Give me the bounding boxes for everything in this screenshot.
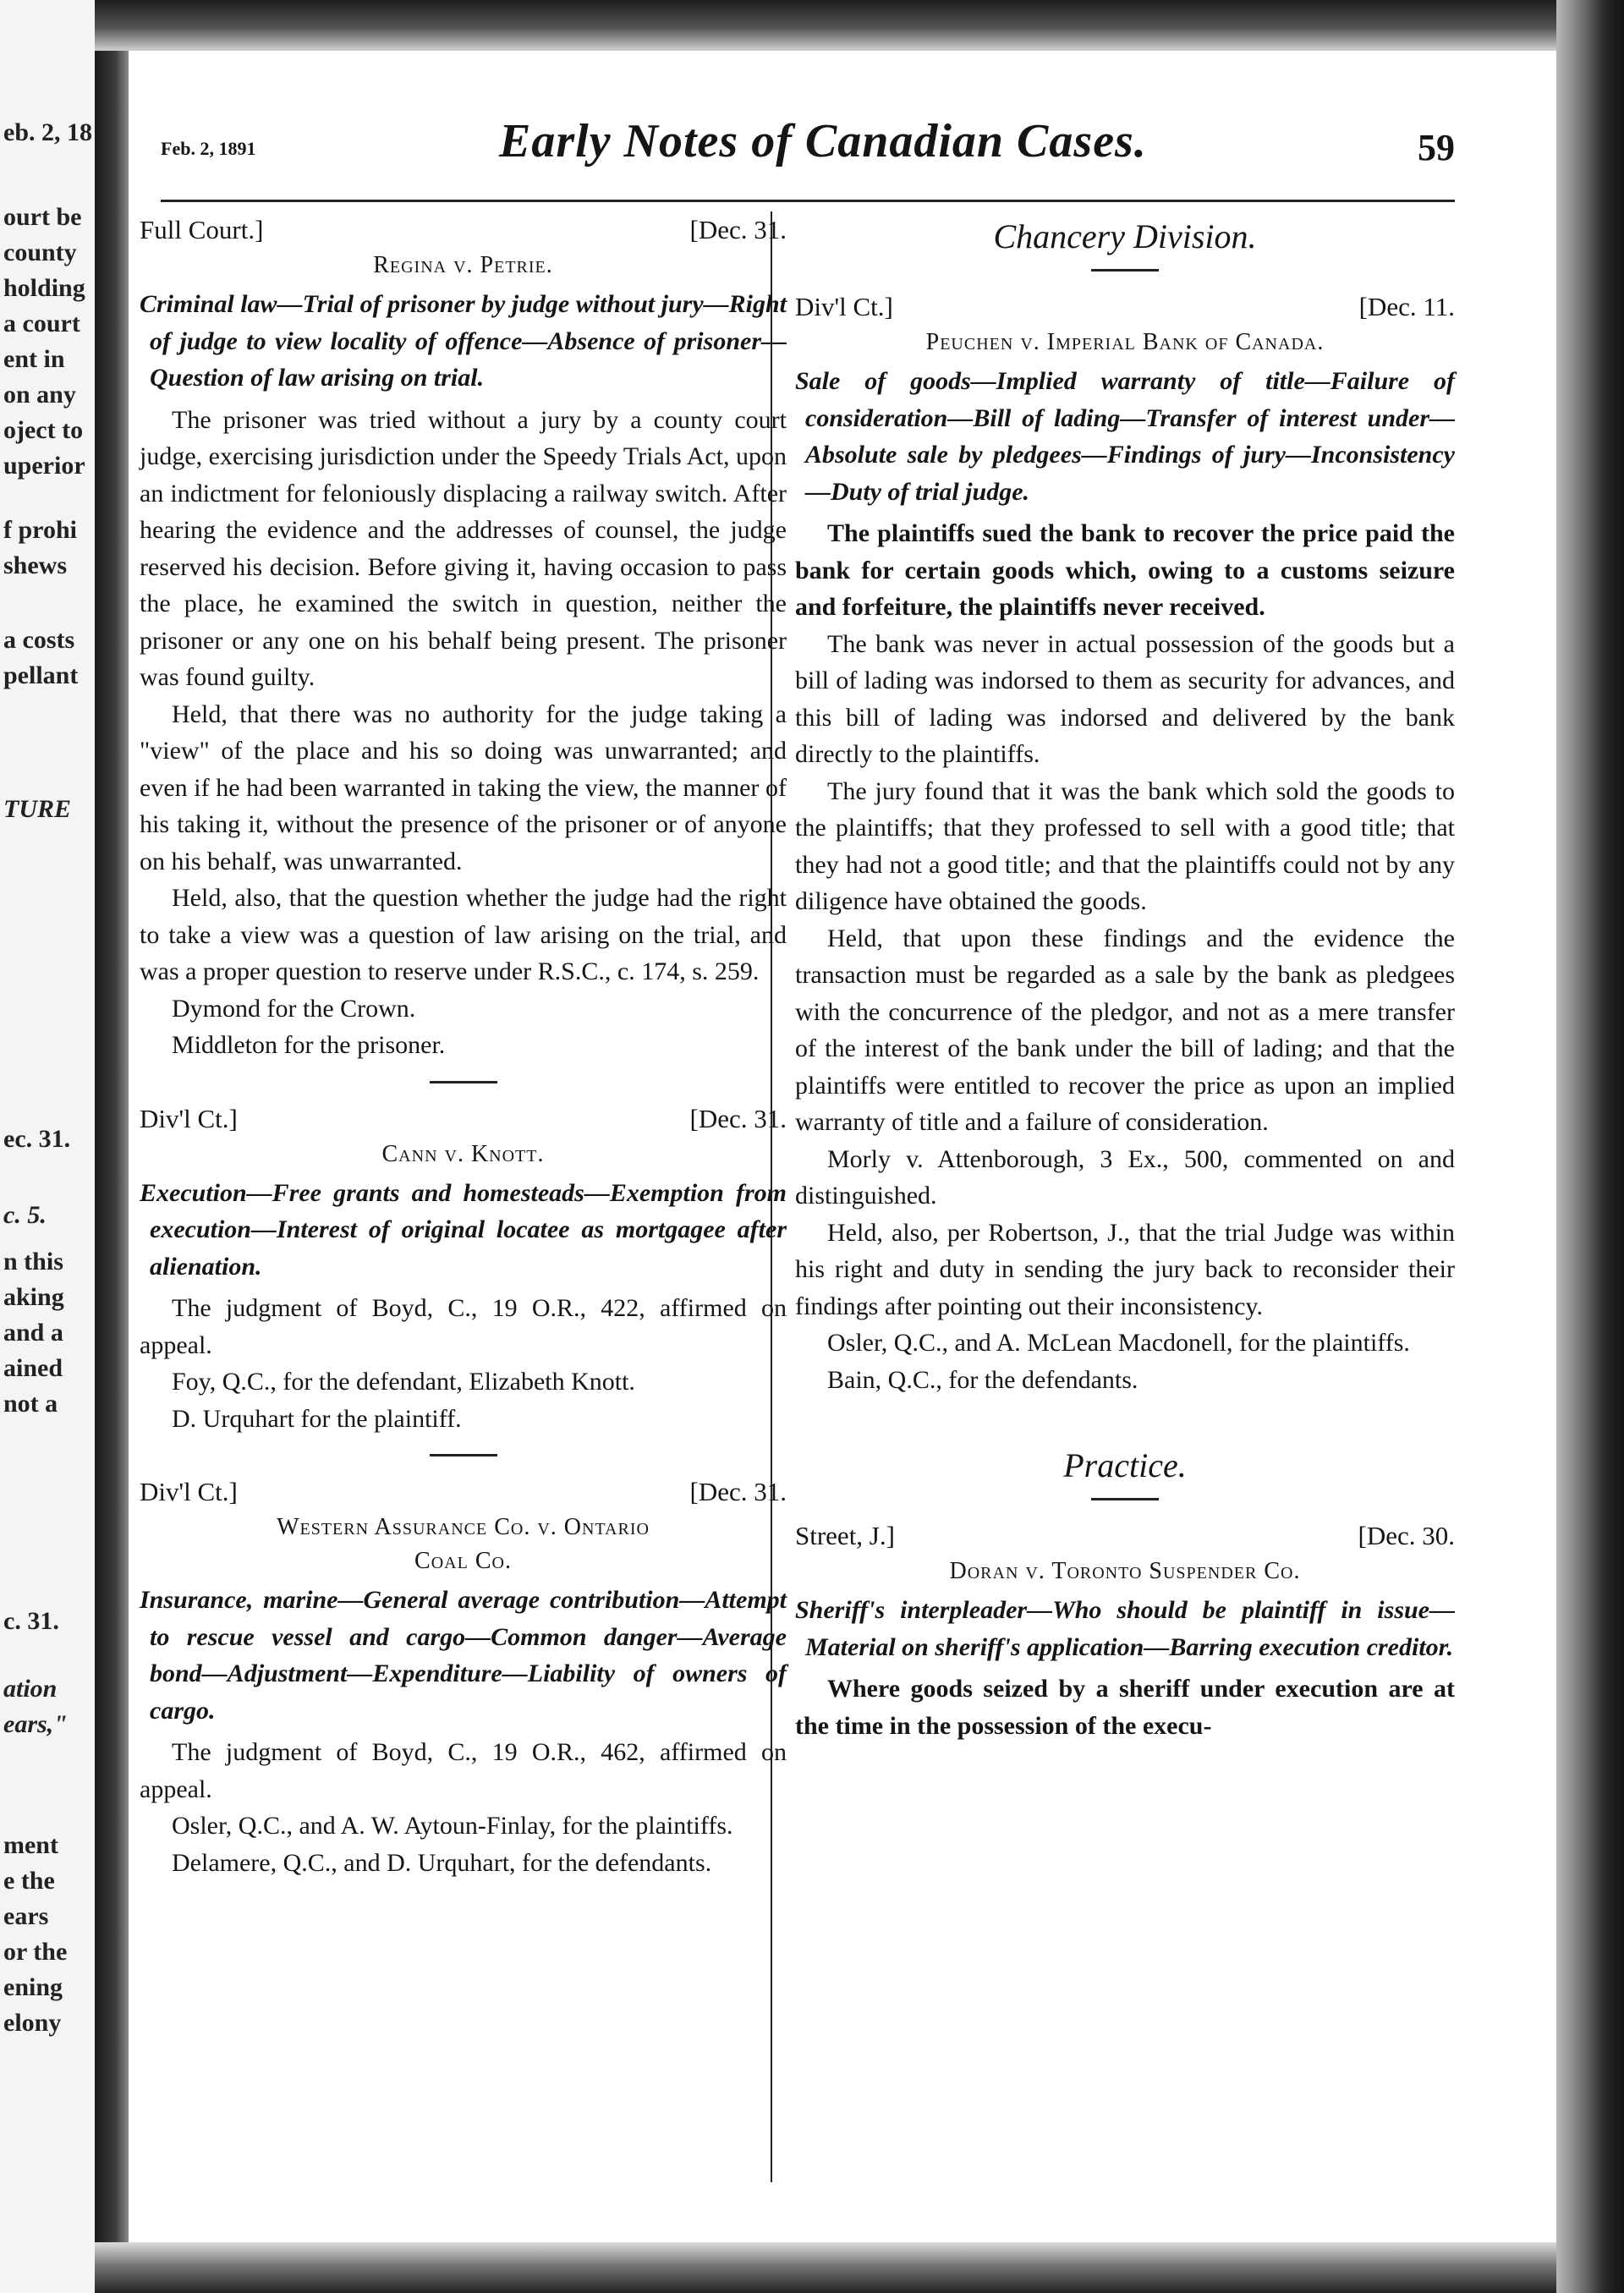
counsel-line: Osler, Q.C., and A. W. Aytoun-Finlay, for the plaintiffs. xyxy=(172,1812,733,1840)
case-title: Western Assurance Co. v. Ontario xyxy=(277,1514,650,1540)
case-paragraph: The bank was never in actual possession of the goods but a bill of lading was indorsed to them as security for advances, and this bill of lading was indorsed and delivered by the bank directly to the plaintiffs. xyxy=(795,629,1455,768)
counsel-line: Delamere, Q.C., and D. Urquhart, for the defendants. xyxy=(172,1848,712,1877)
section-heading: Chancery Division. xyxy=(993,217,1257,255)
counsel-line: D. Urquhart for the plaintiff. xyxy=(172,1404,462,1433)
scan-shadow-top xyxy=(95,0,1624,51)
scan-shadow-right xyxy=(1556,0,1624,2293)
facing-page-fragment: ec. 31. xyxy=(3,1125,71,1153)
case-headnote: Sale of goods—Implied warranty of title—Failure of consideration—Bill of lading—Transfer of interest under—Absolute sale by pledgees—Findings of jury—Inconsistency—Duty of trial judge. xyxy=(795,367,1455,506)
facing-page-fragment: elony xyxy=(3,2009,62,2037)
facing-page-fragment: oject to xyxy=(3,416,84,444)
facing-page-fragment: n this xyxy=(3,1248,63,1275)
case-paragraph: The judgment of Boyd, C., 19 O.R., 462, affirmed on appeal. xyxy=(140,1738,787,1803)
case-title: Cann v. Knott. xyxy=(381,1140,545,1167)
case-paragraph: Morly v. Attenborough, 3 Ex., 500, commented on and distinguished. xyxy=(795,1144,1455,1210)
case-paragraph: Held, also, that the question whether the judge had the right to take a view was a question of law arising on the trial, and was a proper question to reserve under R.S.C., c. 174, s. 259. xyxy=(140,884,787,985)
left-column xyxy=(140,211,787,1881)
facing-page-fragment: a costs xyxy=(3,626,75,654)
facing-page-fragment: holding xyxy=(3,274,85,302)
case-headnote: Criminal law—Trial of prisoner by judge without jury—Right of judge to view locality of offence—Absence of prisoner—Question of law arising on trial. xyxy=(140,290,787,392)
case-headnote: Sheriff's interpleader—Who should be plaintiff in issue—Material on sheriff's application—Barring execution creditor. xyxy=(795,1596,1455,1661)
page-title: Early Notes of Canadian Cases. xyxy=(499,115,1147,167)
case-paragraph: The plaintiffs sued the bank to recover the price paid the bank for certain goods which, owing to a customs seizure and forfeiture, the plaintiffs never received. xyxy=(795,519,1455,621)
case-paragraph: Where goods seized by a sheriff under execution are at the time in the possession of the execu- xyxy=(795,1675,1455,1740)
facing-page-fragment: on any xyxy=(3,381,76,409)
case-date: [Dec. 30. xyxy=(1358,1521,1455,1550)
court-name: Div'l Ct.] xyxy=(140,1103,238,1133)
facing-page-fragment: aking xyxy=(3,1283,64,1311)
scan-shadow-bottom xyxy=(95,2242,1624,2293)
facing-page-fragment: ears," xyxy=(3,1710,68,1738)
facing-page-fragment: and a xyxy=(3,1319,63,1347)
court-name: Div'l Ct.] xyxy=(795,292,893,321)
case-date: [Dec. 31. xyxy=(689,215,787,244)
case-paragraph: Held, that there was no authority for the judge taking a "view" of the place and his so doing was unwarranted; and even if he had been warranted in taking the view, the manner of his taking it, without the presence of the prisoner or of anyone on his behalf, was unwarranted. xyxy=(140,699,787,875)
facing-page-fragment: ation xyxy=(3,1675,58,1703)
facing-page-fragment: pellant xyxy=(3,661,79,689)
facing-page-fragment: ent in xyxy=(3,345,65,373)
case-paragraph: Held, also, per Robertson, J., that the trial Judge was within his right and duty in sending the jury back to reconsider their findings after pointing out their inconsistency. xyxy=(795,1218,1455,1320)
header-rule xyxy=(161,200,1455,202)
counsel-line: Osler, Q.C., and A. McLean Macdonell, for the plaintiffs. xyxy=(827,1329,1410,1357)
case-title: Regina v. Petrie. xyxy=(373,252,553,278)
case-court-line xyxy=(140,1100,787,1138)
counsel-line: Bain, Q.C., for the defendants. xyxy=(827,1365,1138,1394)
case-date: [Dec. 31. xyxy=(689,1103,787,1133)
facing-page-fragment: ment xyxy=(3,1831,58,1859)
right-column xyxy=(795,211,1455,1744)
facing-page-fragment: eb. 2, 18 xyxy=(3,118,92,146)
case-headnote: Execution—Free grants and homesteads—Exemption from execution—Interest of original locatee as mortgagee after alienation. xyxy=(140,1178,787,1281)
facing-page-fragment: ourt be xyxy=(3,203,82,231)
case-paragraph: The jury found that it was the bank which sold the goods to the plaintiffs; that they professed to sell with a good title; that they had not a good title; and that the plaintiffs could not by any diligence have obtained the goods. xyxy=(795,776,1455,915)
case-title-cont: Coal Co. xyxy=(414,1548,512,1574)
case-court-line xyxy=(140,211,787,249)
case-date: [Dec. 11. xyxy=(1358,292,1455,321)
facing-page-fragment: c. 31. xyxy=(3,1607,59,1635)
case-court-line xyxy=(795,1517,1455,1555)
court-name: Full Court.] xyxy=(140,215,264,244)
case-paragraph: The prisoner was tried without a jury by a county court judge, exercising jurisdiction under the Speedy Trials Act, upon an indictment for feloniously displacing a railway switch. After hearing the evidence and the addresses of counsel, the judge reserved his decision. Before giving it, having occasion to pass the place, he examined the switch in question, neither the prisoner or any one on his behalf being present. The prisoner was found guilty. xyxy=(140,405,787,691)
court-name: Div'l Ct.] xyxy=(140,1477,238,1506)
case-title: Peuchen v. Imperial Bank of Canada. xyxy=(925,329,1325,355)
running-head xyxy=(161,114,1455,190)
facing-page-fragment: county xyxy=(3,239,77,266)
facing-page-fragment: a court xyxy=(3,310,80,337)
case-court-line xyxy=(795,288,1455,326)
case-date: [Dec. 31. xyxy=(689,1477,787,1506)
facing-page-fragment: shews xyxy=(3,551,68,579)
court-name: Street, J.] xyxy=(795,1521,895,1550)
facing-page-fragment: f prohi xyxy=(3,516,77,544)
facing-page-fragment: or the xyxy=(3,1938,68,1966)
facing-page-fragment: uperior xyxy=(3,452,85,480)
facing-page-fragment: TURE xyxy=(3,795,72,823)
section-heading: Practice. xyxy=(1063,1446,1187,1484)
facing-page-fragment: ening xyxy=(3,1973,63,2001)
case-paragraph: Held, that upon these findings and the evidence the transaction must be regarded as a sale by the bank as pledgees with the concurrence of the pledgor, and not as a mere transfer of the interest of the bank under the bill of lading; and that the plaintiffs were entitled to recover the price as upon an implied warranty of title and a failure of consideration. xyxy=(795,924,1455,1136)
facing-page-fragment: c. 5. xyxy=(3,1201,47,1229)
case-paragraph: The judgment of Boyd, C., 19 O.R., 422, affirmed on appeal. xyxy=(140,1294,787,1359)
scan-shadow-left xyxy=(95,0,129,2293)
counsel-line: Middleton for the prisoner. xyxy=(172,1031,446,1059)
case-title: Doran v. Toronto Suspender Co. xyxy=(949,1558,1301,1584)
case-headnote: Insurance, marine—General average contribution—Attempt to rescue vessel and cargo—Common danger—Average bond—Adjustment—Expenditure—Liability of owners of cargo. xyxy=(140,1586,787,1725)
facing-page-fragment: e the xyxy=(3,1867,55,1895)
facing-page-edge xyxy=(0,0,95,2293)
facing-page-fragment: not a xyxy=(3,1390,58,1418)
facing-page-fragment: ained xyxy=(3,1354,63,1382)
counsel-line: Foy, Q.C., for the defendant, Elizabeth Knott. xyxy=(172,1368,635,1396)
facing-page-fragment: ears xyxy=(3,1902,49,1930)
header-date: Feb. 2, 1891 xyxy=(161,138,256,159)
case-court-line xyxy=(140,1473,787,1511)
page-number: 59 xyxy=(1418,127,1455,168)
counsel-line: Dymond for the Crown. xyxy=(172,994,416,1023)
